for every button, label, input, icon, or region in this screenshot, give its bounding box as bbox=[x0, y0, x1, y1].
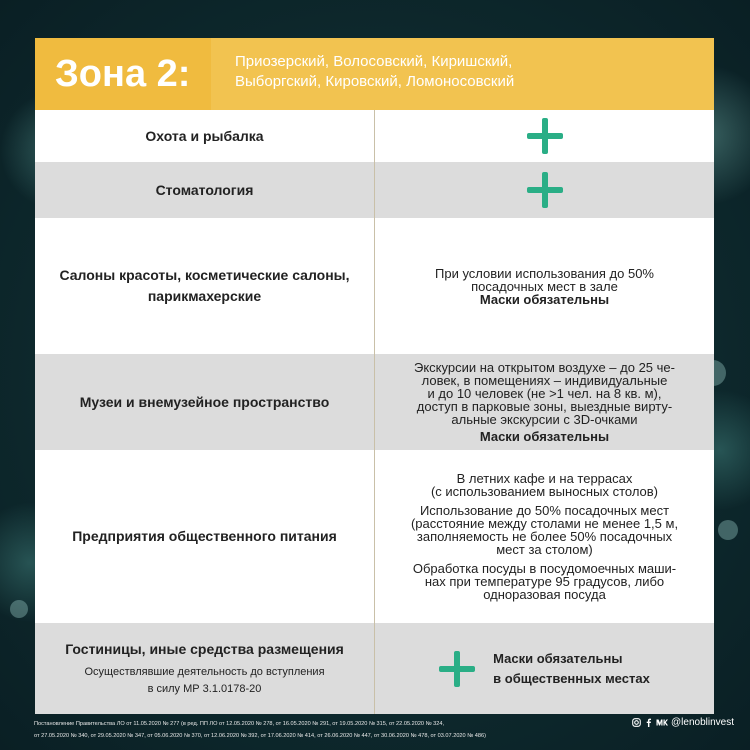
condition-line: и до 10 человек (не >1 чел. на 8 кв. м), bbox=[427, 386, 662, 401]
status-cell bbox=[375, 110, 714, 162]
condition-line: (с использованием выносных столов) bbox=[430, 484, 659, 499]
handle-text[interactable]: @lenoblinvest bbox=[671, 717, 734, 728]
condition-line: Маски обязательны bbox=[493, 650, 623, 666]
footnote-line: Постановление Правительства ЛО от 11.05.2020 № 277 (в ред. ПП ЛО от 12.05.2020 № 278, от 16.05.2020 № 291, от 19.05.2020 № 315, от 22.05.2020 № 324, bbox=[34, 721, 445, 727]
activity-name-line: Гостиницы, иные средства размещения bbox=[65, 641, 344, 657]
condition-line: альные экскурсии с 3D-очками bbox=[451, 412, 638, 427]
condition-line: Использование до 50% посадочных мест bbox=[419, 503, 670, 518]
condition-line: ловек, в помещениях – индивидуальные bbox=[421, 373, 668, 388]
bg-particle bbox=[718, 520, 738, 540]
mask-requirement: Маски обязательны bbox=[479, 291, 610, 307]
status-cell bbox=[375, 162, 714, 218]
zone-title: Зона 2: bbox=[35, 38, 211, 110]
plus-icon bbox=[439, 651, 475, 687]
plus-icon bbox=[527, 118, 563, 154]
conditions-cell bbox=[375, 623, 714, 714]
conditions-cell bbox=[375, 450, 714, 623]
activity-name: Предприятия общественного питания bbox=[35, 450, 375, 623]
condition-line: нах при температуре 95 градусов, либо bbox=[424, 574, 665, 589]
vk-icon[interactable] bbox=[656, 718, 668, 727]
condition-line: в общественных местах bbox=[493, 670, 650, 686]
condition-line: Обработка посуды в посудомоечных маши- bbox=[412, 561, 677, 576]
table-row bbox=[35, 110, 714, 162]
subnote-line: Осуществлявшие деятельность до вступления bbox=[84, 666, 325, 678]
legal-footnote bbox=[34, 718, 734, 742]
condition-line: мест за столом) bbox=[496, 542, 593, 557]
districts-list bbox=[211, 38, 714, 110]
condition-line: В летних кафе и на террасах bbox=[456, 471, 633, 486]
activity-name: Стоматология bbox=[35, 162, 375, 218]
facebook-icon[interactable] bbox=[644, 718, 653, 727]
bg-particle bbox=[10, 600, 28, 618]
footnote-line: от 27.05.2020 № 340, от 29.05.2020 № 347, от 05.06.2020 № 370, от 12.06.2020 № 392, от 17.06.2020 № 414, от 26.06.2020 № 447, от 30.06.2020 № 478, от 03.07.2020 № 486) bbox=[34, 733, 486, 739]
condition-line: Экскурсии на открытом воздухе – до 25 че- bbox=[414, 360, 675, 375]
instagram-icon[interactable] bbox=[632, 718, 641, 727]
conditions-cell bbox=[375, 354, 714, 450]
info-card bbox=[35, 38, 714, 714]
table-row bbox=[35, 162, 714, 218]
zone-header bbox=[35, 38, 714, 110]
condition-line: посадочных мест в зале bbox=[471, 278, 618, 294]
mask-requirement bbox=[493, 649, 650, 689]
activity-name bbox=[35, 218, 375, 354]
table-row bbox=[35, 623, 714, 714]
activity-name: Охота и рыбалка bbox=[35, 110, 375, 162]
condition-line: заполняемость не более 50% посадочных bbox=[416, 529, 673, 544]
condition-line: доступ в парковые зоны, выездные вирту- bbox=[416, 399, 673, 414]
districts-line: Приозерский, Волосовский, Киришский, bbox=[235, 53, 513, 70]
table-row bbox=[35, 354, 714, 450]
mask-requirement: Маски обязательны bbox=[479, 429, 610, 444]
plus-icon bbox=[527, 172, 563, 208]
conditions-cell bbox=[375, 218, 714, 354]
table-row bbox=[35, 218, 714, 354]
activity-name-line: парикмахерские bbox=[147, 288, 262, 304]
condition-line: одноразовая посуда bbox=[483, 587, 606, 602]
activity-name-line: Салоны красоты, косметические салоны, bbox=[59, 267, 350, 283]
condition-line: (расстояние между столами не менее 1,5 м, bbox=[410, 516, 679, 531]
table-row bbox=[35, 450, 714, 623]
activity-name bbox=[35, 623, 375, 714]
condition-line: При условии использования до 50% bbox=[435, 265, 654, 281]
subnote-line: в силу МР 3.1.0178-20 bbox=[147, 683, 262, 695]
activity-subnote bbox=[84, 664, 324, 698]
social-handle bbox=[632, 717, 734, 728]
districts-line: Выборгский, Кировский, Ломоносовский bbox=[235, 73, 515, 90]
activity-name: Музеи и внемузейное пространство bbox=[35, 354, 375, 450]
